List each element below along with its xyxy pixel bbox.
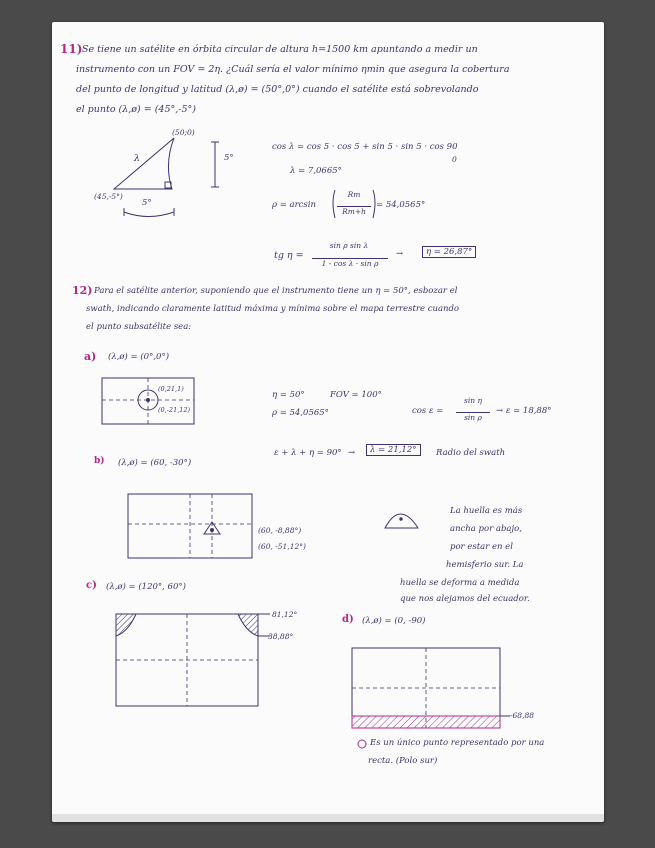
p12a-result-box: λ = 21,12° xyxy=(366,444,421,456)
p12c-label: c) xyxy=(86,580,97,591)
p12b-map-label-1: (60, -8,88°) xyxy=(258,526,302,535)
p12b-note-line-1: La huella es más xyxy=(450,506,523,516)
p12d-note-line-1: Es un único punto representado por una xyxy=(370,738,545,748)
p11-eq-lambda-value: λ = 7,0665° xyxy=(290,166,342,176)
sketch-lambda: λ xyxy=(134,153,141,164)
p12a-map-top-label: (0,21,1) xyxy=(158,385,184,393)
p12a-label: a) xyxy=(84,350,97,363)
p12a-cos-eps-rhs: → ε = 18,88° xyxy=(496,406,552,416)
p12c-point: (λ,ø) = (120°, 60°) xyxy=(106,582,186,592)
p11-eq-rho-rhs: = 54,0565° xyxy=(376,200,426,210)
p11-statement-line-2: instrumento con un FOV = 2η. ¿Cuál sería el valor mínimo ηmin que asegura la cobertura xyxy=(76,64,510,75)
p12d-point: (λ,ø) = (0, -90) xyxy=(362,616,426,626)
p12a-cos-eps-lhs: cos ε = xyxy=(412,406,444,416)
problem-12-number: 12) xyxy=(72,284,93,297)
p12b-point: (λ,ø) = (60, -30°) xyxy=(118,458,192,468)
p12c-lat-1: 81,12° xyxy=(272,610,298,619)
p12a-map-bottom-label: (0,-21,12) xyxy=(158,406,191,414)
p12-statement-line-3: el punto subsatélite sea: xyxy=(86,322,192,332)
p11-eq-tan-den: 1 - cos λ · sin ρ xyxy=(312,258,388,268)
p12a-eta: η = 50° xyxy=(272,390,305,400)
p12c-lat-2: 38,88° xyxy=(268,632,294,641)
p11-statement-line-4: el punto (λ,ø) = (45°,-5°) xyxy=(76,104,197,115)
p12-statement-line-1: Para el satélite anterior, suponiendo que el instrumento tiene un η = 50°, esbozar el xyxy=(94,286,458,296)
p12a-result-note: Radio del swath xyxy=(436,448,506,458)
problem-11-number: 11) xyxy=(60,42,83,56)
p12a-fov: FOV = 100° xyxy=(330,390,382,400)
sketch-horizontal-dim: 5° xyxy=(142,198,152,208)
p11-statement-line-1: Se tiene un satélite en órbita circular de altura h=1500 km apuntando a medir un xyxy=(82,44,478,55)
p12b-label: b) xyxy=(94,456,105,466)
p12a-rho: ρ = 54,0565° xyxy=(272,408,329,418)
p12b-note-line-5: huella se deforma a medida xyxy=(400,578,520,588)
p11-eq-tan-lhs: tg η = xyxy=(274,250,304,261)
sketch-top-label: (50;0) xyxy=(172,128,195,137)
p12a-cos-eps-num: sin η xyxy=(464,396,482,405)
p12d-note-line-2: recta. (Polo sur) xyxy=(368,756,438,766)
p11-eq-tan-num: sin ρ sin λ xyxy=(329,241,369,250)
p12b-map-label-2: (60, -51,12°) xyxy=(258,542,306,551)
p12d-lat: -68,88 xyxy=(510,711,535,720)
p11-eq-cos-lambda: cos λ = cos 5 · cos 5 + sin 5 · sin 5 · cos 90 xyxy=(272,142,458,152)
sketch-vertical-dim: 5° xyxy=(224,153,234,163)
p11-eq-zero-note: 0 xyxy=(452,155,457,164)
p12b-note-line-3: por estar en el xyxy=(450,542,513,552)
p12d-label: d) xyxy=(342,614,354,625)
sketch-left-label: (45,-5°) xyxy=(94,192,123,201)
p12d-map xyxy=(52,22,604,822)
p12a-sum: ε + λ + η = 90° xyxy=(274,448,342,458)
p11-result-box: η = 26,87° xyxy=(422,246,476,258)
p12a-point: (λ,ø) = (0°,0°) xyxy=(108,352,170,362)
p12b-note-line-2: ancha por abajo, xyxy=(450,524,522,534)
p11-eq-rho-den: Rт+h xyxy=(337,206,371,216)
p11-eq-rho-lhs: ρ = arcsin xyxy=(272,200,316,210)
p12-statement-line-2: swath, indicando claramente latitud máxima y mínima sobre el mapa terrestre cuando xyxy=(86,304,460,314)
p12b-note-line-4: hemisferio sur. La xyxy=(446,560,524,570)
p11-statement-line-3: del punto de longitud y latitud (λ,ø) = (50°,0°) cuando el satélite está sobrevolando xyxy=(76,84,479,95)
p12a-cos-eps-den: sin ρ xyxy=(456,412,490,422)
p11-eq-rho-num: Rт xyxy=(347,190,361,199)
p12b-note-line-6: que nos alejamos del ecuador. xyxy=(400,594,530,604)
notebook-page: 11) Se tiene un satélite en órbita circular de altura h=1500 km apuntando a medir un instrumento con un FOV = 2η. ¿Cuál sería el valor mínimo ηmin que asegura la cobertura del punto de longitud y latitud (λ,ø) = (50°,0°) cuando el satélite está sobrevolando el punto (λ,ø) = (45°,-5°) (50;0) (45,-5°) λ 5° 5° cos λ = cos 5 · cos 5 + sin 5 · sin 5 · cos 90 0 λ = 7,0665° ρ = arcsin Rт Rт+h = 54,0565° tg η = sin ρ sin λ 1 - cos λ · sin ρ → η = 26,87° 12) Para el satélite anterior, suponiendo que el instrumento tiene un η = 50°, esbozar el swath, indicando claramente latitud máxima y mínima sobre el mapa terrestre cuando el punto subsatélite sea: a) (λ,ø) = (0°,0°) (0,21,1) (0,-21,12) η = 50° ρ = 54,0565° FOV = 100° cos ε = sin η sin ρ → ε = 18,88° ε + λ + η = 90° → λ = 21,12° Radio del swath b) (λ,ø) = (60, -30°) (60, -8,88°) (60, -51,12°) La huella es más ancha por abajo, por estar en el hemisferio sur. La huella se deforma a medida que nos alejamos del ecuador. c) (λ,ø) = (120°, 60°) 81,12° 38,88° d) (λ,ø) = (0, -90) -68,88 Es un único punto representado por una recta. (Polo sur) xyxy=(52,22,604,822)
